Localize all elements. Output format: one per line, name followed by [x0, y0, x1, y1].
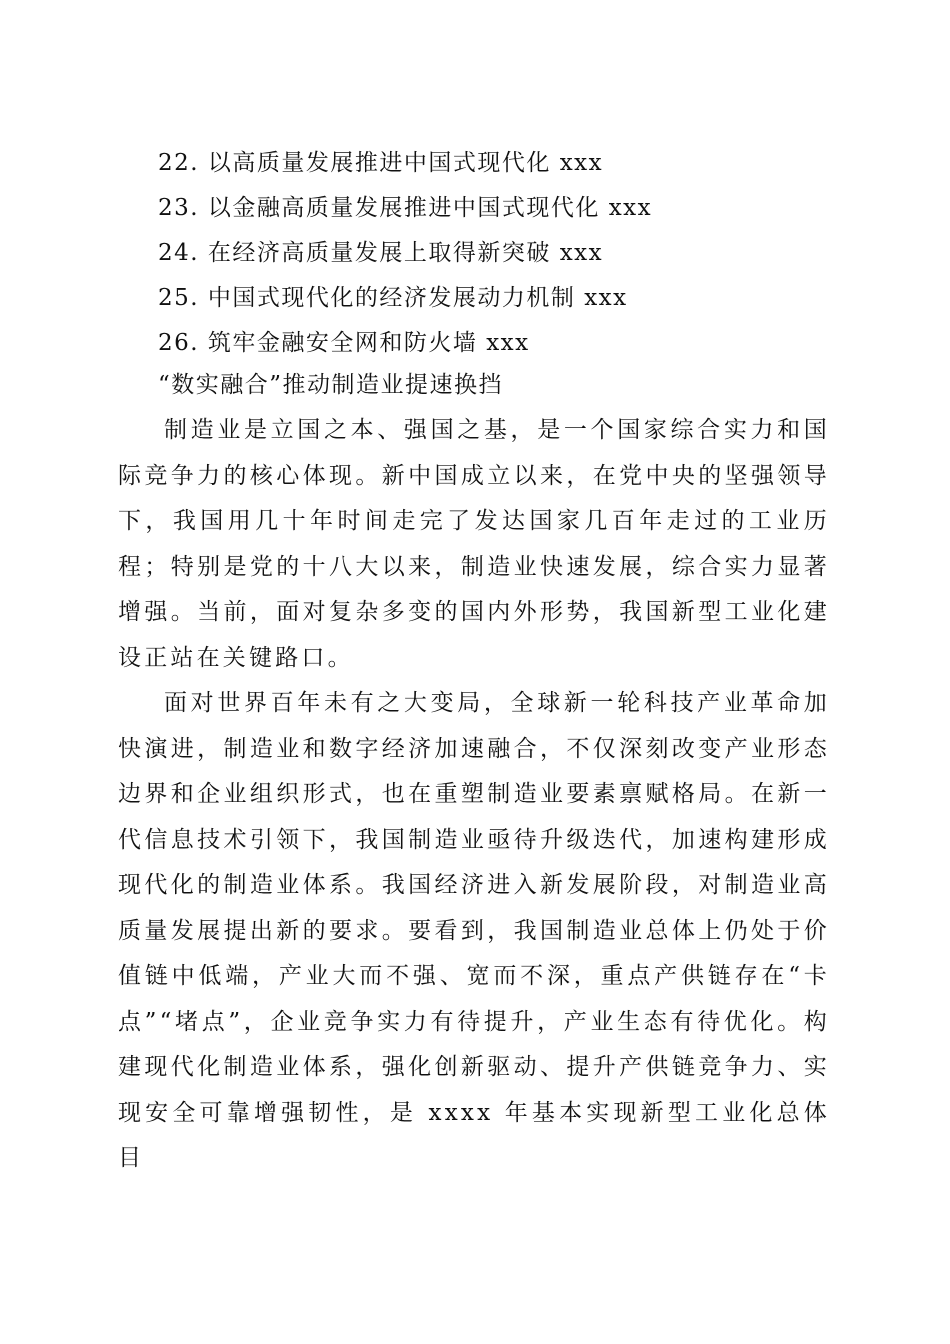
list-item: 22. 以高质量发展推进中国式现代化 xxx: [158, 150, 604, 176]
article-title: “数实融合”推动制造业提速换挡: [158, 372, 504, 398]
article-list: [158, 141, 858, 366]
paragraph: 制造业是立国之本、强国之基，是一个国家综合实力和国际竞争力的核心体现。新中国成立以来，在党中央的坚强领导下，我国用几十年时间走完了发达国家几百年走过的工业历程；特别是党的十八大以来，制造业快速发展，综合实力显著增强。当前，面对复杂多变的国内外形势，我国新型工业化建设正站在关键路口。: [118, 417, 830, 671]
list-item: 24. 在经济高质量发展上取得新突破 xxx: [158, 240, 604, 266]
article-body: [118, 408, 830, 1182]
paragraph: 面对世界百年未有之大变局，全球新一轮科技产业革命加快演进，制造业和数字经济加速融合，不仅深刻改变产业形态边界和企业组织形式，也在重塑制造业要素禀赋格局。在新一代信息技术引领下，我国制造业亟待升级迭代，加速构建形成现代化的制造业体系。我国经济进入新发展阶段，对制造业高质量发展提出新的要求。要看到，我国制造业总体上仍处于价值链中低端，产业大而不强、宽而不深，重点产供链存在“卡点”“堵点”，企业竞争实力有待提升，产业生态有待优化。构建现代化制造业体系，强化创新驱动、提升产供链竞争力、实现安全可靠增强韧性，是 xxxx 年基本实现新型工业化总体目: [118, 690, 830, 1171]
list-item: 23. 以金融高质量发展推进中国式现代化 xxx: [158, 195, 653, 221]
list-item: 26. 筑牢金融安全网和防火墙 xxx: [158, 330, 530, 356]
list-item: 25. 中国式现代化的经济发展动力机制 xxx: [158, 285, 628, 311]
